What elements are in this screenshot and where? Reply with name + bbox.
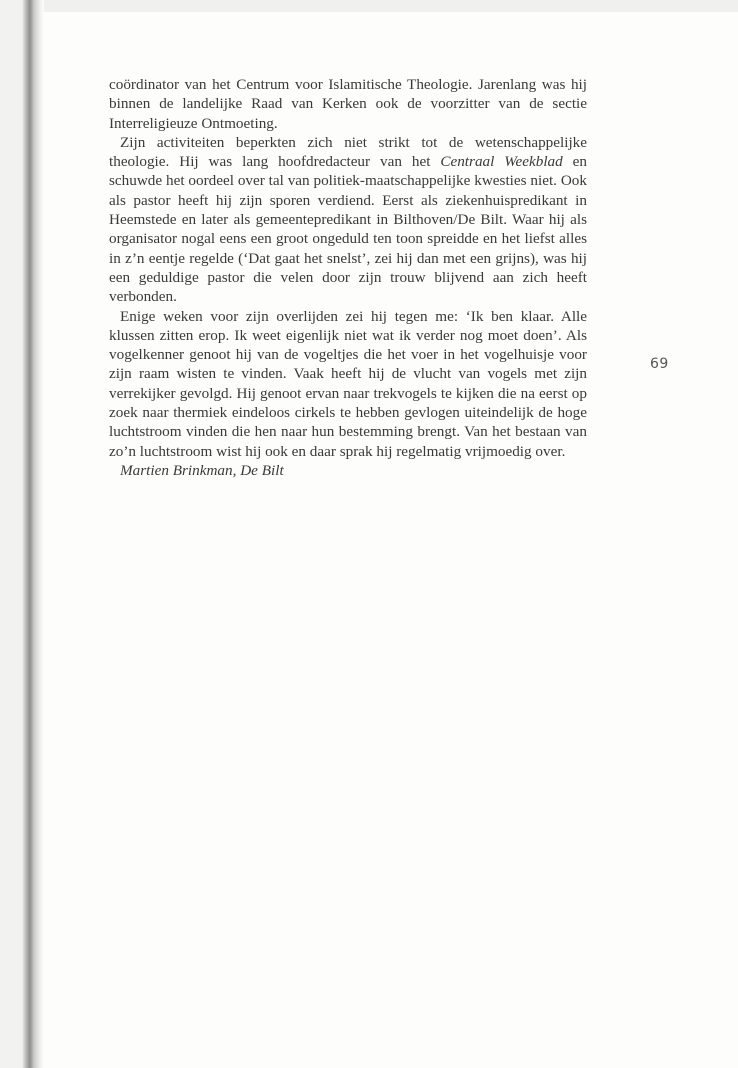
publication-title: Centraal Weekblad [440,153,563,171]
signature: Martien Brinkman, De Bilt [120,461,284,479]
binding-gutter [0,0,44,1068]
paragraph-2-end: en schuwde het oordeel over tal van politiek-maatschappelijke kwesties niet. Ook als pastor heeft hij zijn sporen verdiend. Eerst als ziekenhuispredikant in Heemstede en later als gemeentepredikant in Bilthoven/De Bilt. Waar hij als organisator nogal eens een groot ongeduld ten toon spreidde en het liefst alles in z’n eentje regelde (‘Dat gaat het snelst’, zei hij dan met een grijns), was hij een geduldige pastor die velen door zijn trouw blijvend aan zich heeft verbonden. [109,153,588,306]
body-text [109,75,587,480]
paragraph-2 [109,133,587,307]
paragraph-3: Enige weken voor zijn overlijden zei hij tegen me: ‘Ik ben klaar. Alle klussen zitten erop. Ik weet eigenlijk niet wat ik verder nog moet doen’. Als vogelkenner genoot hij van de vogeltjes die het voer in het vogelhuisje voor zijn raam wisten te vinden. Vaak heeft hij de vlucht van vogels met zijn verrekijker gevolgd. Hij genoot ervan naar trekvogels te kijken die na eerst op zoek naar thermiek eindeloos cirkels te hebben gevlogen uiteindelijk de hoge luchtstroom vinden die hen naar hun bestemming brengt. Van het bestaan van zo’n luchtstroom wist hij ook en daar sprak hij regelmatig vrijmoedig over. [109,307,587,460]
paragraph-2-start: Zijn activiteiten beperkten zich niet strikt tot de wetenschappelijke theologie. Hij was lang hoofdredacteur van het [109,133,587,171]
scan-top-band [0,0,738,12]
paragraph-1: coördinator van het Centrum voor Islamitische Theologie. Jarenlang was hij binnen de landelijke Raad van Kerken ook de voorzitter van de sectie Interreligieuze Ontmoeting. [109,76,587,132]
page-number: 69 [650,356,669,372]
